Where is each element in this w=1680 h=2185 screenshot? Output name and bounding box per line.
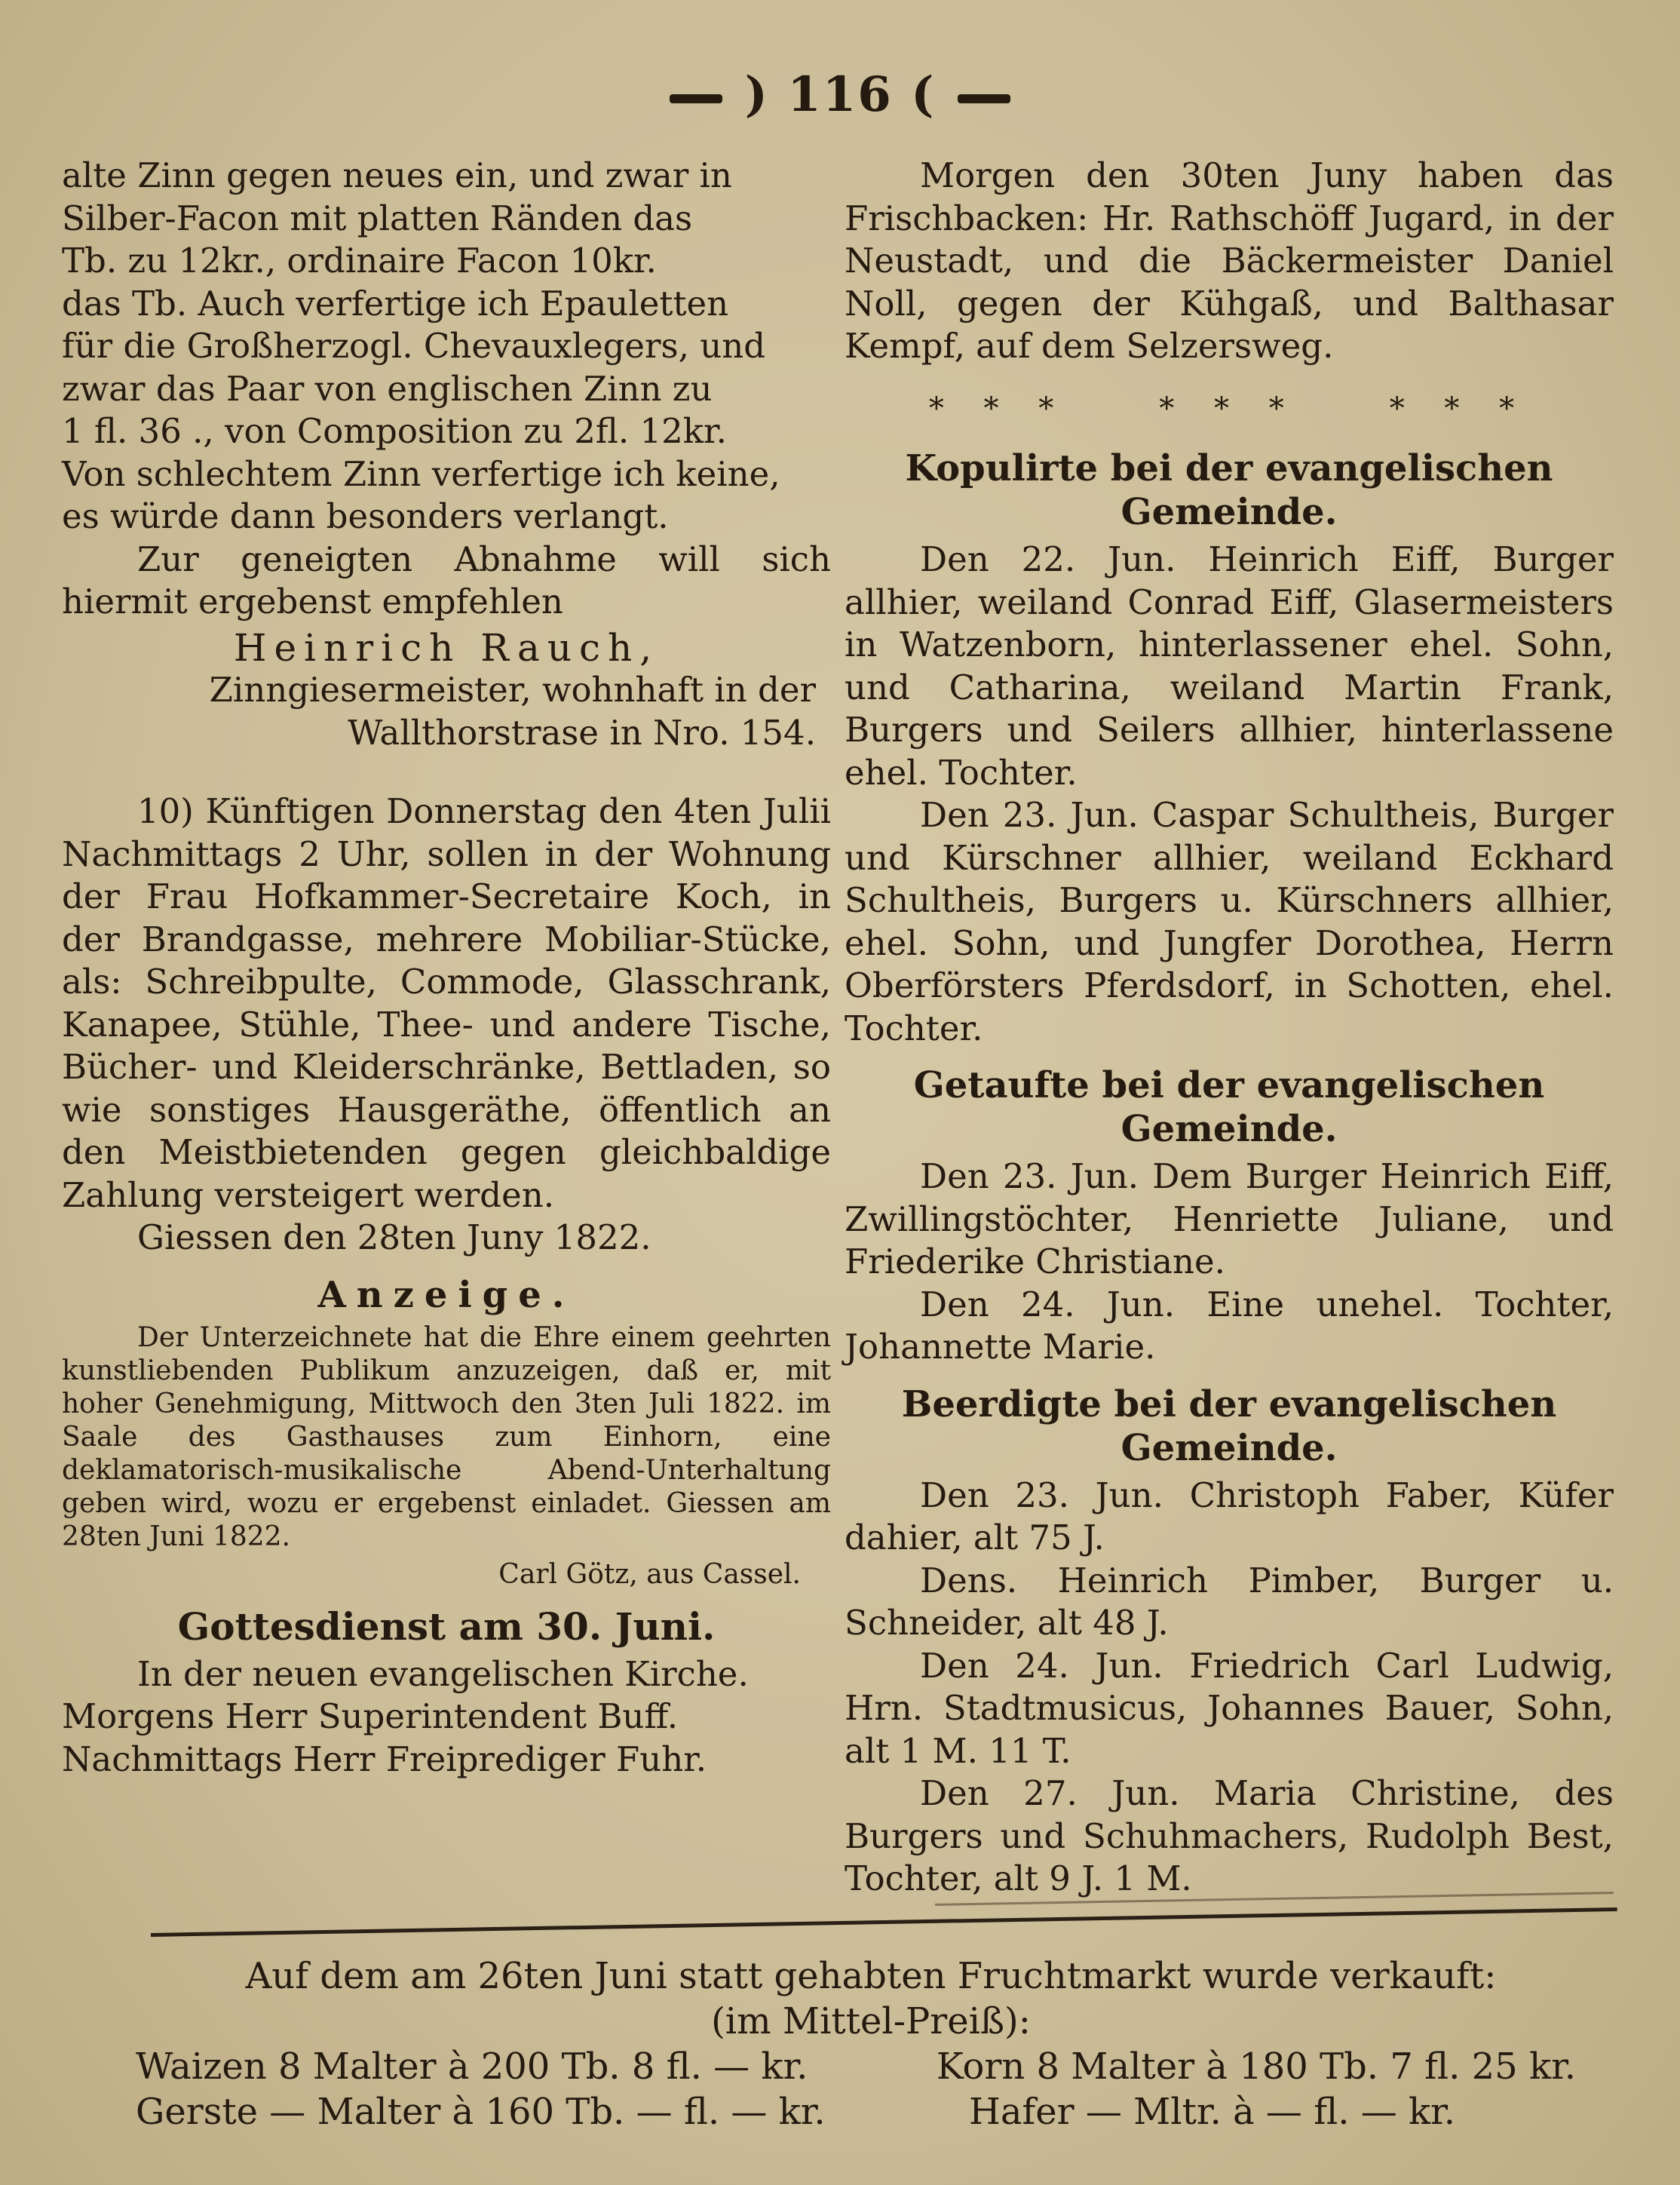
- notice-9-line: Silber-Facon mit platten Ränden das: [62, 198, 693, 238]
- section-divider: [151, 1907, 1617, 1937]
- getaufte-entry: Den 23. Jun. Dem Burger Heinrich Eiff, Zwillingstöchter, Henriette Juliane, und Friederike Christiane.: [845, 1156, 1614, 1281]
- star-divider: [845, 388, 1614, 431]
- notice-9-address: Zinngiesermeister, wohnhaft in der Wallthorstrase in Nro. 154.: [209, 670, 816, 753]
- market-price-waizen: Waizen 8 Malter à 200 Tb. 8 fl. — kr.: [136, 2045, 808, 2088]
- notice-9-signature: Heinrich Rauch,: [233, 625, 660, 670]
- gottesdienst-heading: Gottesdienst am 30. Juni.: [177, 1603, 716, 1649]
- notice-9-line: es würde dann besonders verlangt.: [62, 496, 669, 536]
- market-subtitle: (im Mittel-Preiß):: [711, 2000, 1031, 2042]
- market-title: Auf dem am 26ten Juni statt gehabten Fruchtmarkt wurde verkauft:: [245, 1955, 1497, 1997]
- market-price-hafer: Hafer — Mltr. à — fl. — kr.: [968, 2091, 1455, 2133]
- anzeige-signature: Carl Götz, aus Cassel.: [498, 1558, 801, 1590]
- fruit-market-report: [136, 1953, 1606, 2134]
- market-row: [136, 2044, 1606, 2089]
- star-group: * * *: [928, 391, 1069, 426]
- anzeige-text: Der Unterzeichnete hat die Ehre einem geehrten kunstliebenden Publikum anzuzeigen, daß er, mit hoher Genehmigung, Mittwoch den 3ten Juli 1822. im Saale des Gasthauses zum Einhorn, eine deklamatorisch-musikalische Abend-Unterhaltung geben wird, wozu er ergebenst einladet. Giessen am 28ten Juni 1822.: [62, 1321, 831, 1552]
- notice-9-closing: Zur geneigten Abnahme will sich hiermit ergebenst empfehlen: [62, 539, 831, 621]
- page-header: [0, 66, 1680, 123]
- notice-10-text: 10) Künftigen Donnerstag den 4ten Julii Nachmittags 2 Uhr, sollen in der Wohnung der Frau Hofkammer-Secretaire Koch, in der Brandgasse, mehrere Mobiliar-Stücke, als: Schreibpulte, Commode, Glasschrank, Kanapee, Stühle, Thee- und andere Tische, Bücher- und Kleiderschränke, Bettladen, so wie sonstiges Hausgeräthe, öffentlich an den Meistbietenden gegen gleichbaldige Zahlung versteigert werden.: [62, 791, 831, 1215]
- beerdigte-entry: Dens. Heinrich Pimber, Burger u. Schneider, alt 48 J.: [845, 1560, 1614, 1643]
- notice-9-line: zwar das Paar von englischen Zinn zu: [62, 368, 713, 409]
- getaufte-entry: Den 24. Jun. Eine unehel. Tochter, Johannette Marie.: [845, 1284, 1614, 1367]
- kopulirte-heading: Kopulirte bei der evangelischen Gemeinde.: [905, 447, 1553, 533]
- market-row: [136, 2089, 1606, 2134]
- market-price-gerste: Gerste — Malter à 160 Tb. — fl. — kr.: [136, 2091, 826, 2133]
- kopulirte-entry: Den 22. Jun. Heinrich Eiff, Burger allhier, weiland Conrad Eiff, Glasermeisters in Watzenborn, hinterlassener ehel. Sohn, und Catharina, weiland Martin Frank, Burgers und Seilers allhier, hinterlassene ehel. Tochter.: [845, 539, 1614, 793]
- notice-9-lines: [62, 155, 831, 539]
- star-group: * * *: [1159, 391, 1299, 426]
- notice-9-line: das Tb. Auch verfertige ich Epauletten: [62, 283, 729, 324]
- notice-9-line: für die Großherzogl. Chevauxlegers, und: [62, 326, 766, 366]
- getaufte-heading: Getaufte bei der evangelischen Gemeinde.: [913, 1064, 1545, 1150]
- gottesdienst-line: Nachmittags Herr Freiprediger Fuhr.: [62, 1738, 707, 1779]
- notice-10-date: Giessen den 28ten Juny 1822.: [137, 1217, 651, 1257]
- page-number: ) 116 (: [744, 66, 936, 123]
- gottesdienst-line: In der neuen evangelischen Kirche.: [137, 1653, 749, 1694]
- notice-9-line: Tb. zu 12kr., ordinaire Facon 10kr.: [62, 241, 657, 281]
- beerdigte-entry: Den 27. Jun. Maria Christine, des Burgers und Schuhmachers, Rudolph Best, Tochter, alt 9 J. 1 M.: [845, 1773, 1614, 1898]
- header-dash-right: [958, 94, 1010, 103]
- beerdigte-heading: Beerdigte bei der evangelischen Gemeinde.: [901, 1383, 1557, 1469]
- notice-9-line: Von schlechtem Zinn verfertige ich keine,: [62, 453, 780, 494]
- notice-9-line: 1 fl. 36 ., von Composition zu 2fl. 12kr.: [62, 411, 727, 451]
- beerdigte-entry: Den 23. Jun. Christoph Faber, Küfer dahier, alt 75 J.: [845, 1475, 1614, 1557]
- right-column: [845, 155, 1614, 1901]
- baking-notice: Morgen den 30ten Juny haben das Frischbacken: Hr. Rathschöff Jugard, in der Neustadt, und die Bäckermeister Daniel Noll, gegen der Kühgaß, und Balthasar Kempf, auf dem Selzersweg.: [845, 155, 1614, 366]
- beerdigte-entry: Den 24. Jun. Friedrich Carl Ludwig, Hrn. Stadtmusicus, Johannes Bauer, Sohn, alt 1 M. 11 T.: [845, 1645, 1614, 1771]
- kopulirte-entry: Den 23. Jun. Caspar Schultheis, Burger und Kürschner allhier, weiland Eckhard Schultheis, Burgers u. Kürschners allhier, ehel. Sohn, und Jungfer Dorothea, Herrn Oberförsters Pferdsdorf, in Schotten, ehel. Tochter.: [845, 795, 1614, 1048]
- notice-9-line: alte Zinn gegen neues ein, und zwar in: [62, 155, 732, 195]
- left-column: [62, 155, 831, 1781]
- market-price-korn: Korn 8 Malter à 180 Tb. 7 fl. 25 kr.: [936, 2045, 1576, 2088]
- star-group: * * *: [1389, 391, 1530, 426]
- anzeige-heading: Anzeige.: [317, 1273, 575, 1316]
- gottesdienst-line: Morgens Herr Superintendent Buff.: [62, 1696, 679, 1736]
- header-dash-left: [670, 94, 722, 103]
